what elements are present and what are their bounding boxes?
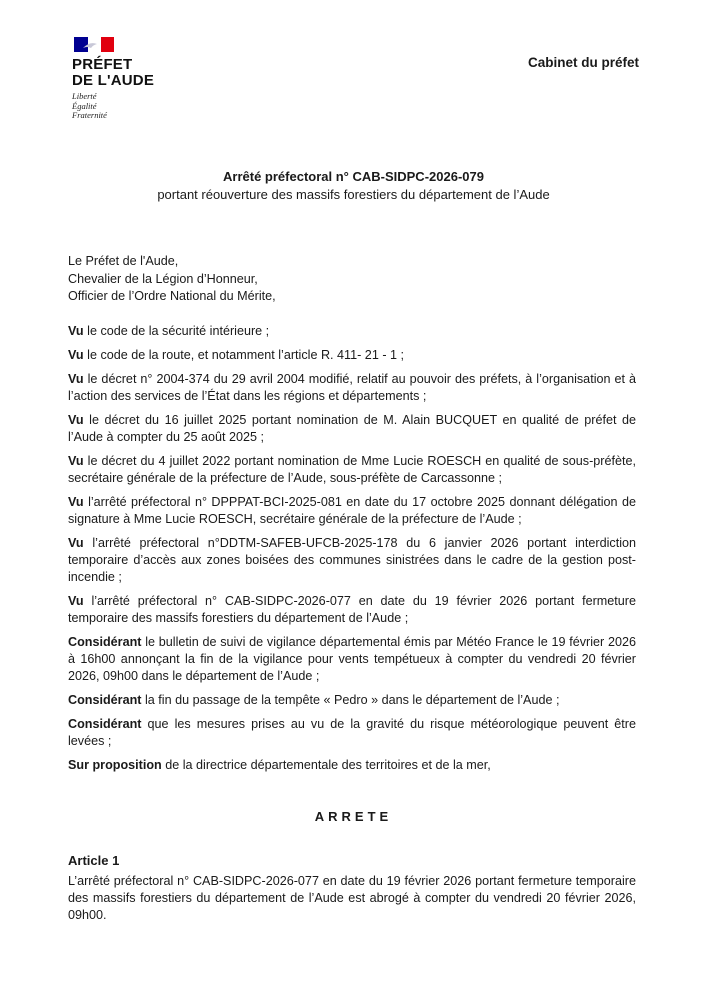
org-name-line2: DE L'AUDE: [72, 72, 155, 89]
decree-subject: portant réouverture des massifs forestiers du département de l’Aude: [157, 187, 550, 202]
recital-text: le code de la sécurité intérieure ;: [83, 323, 270, 338]
recital-lead: Sur proposition: [68, 757, 162, 772]
prefecture-logo: [72, 36, 192, 121]
prefect-intro: [68, 253, 636, 306]
motto-egalite: Égalité: [72, 100, 97, 111]
recital-paragraph: [68, 535, 636, 586]
recital-text: le décret du 4 juillet 2022 portant nomination de Mme Lucie ROESCH en qualité de sous-préfète, secrétaire générale de la préfecture de l’Aude, sous-préfète de Carcassonne ;: [68, 453, 636, 485]
motto-fraternite: Fraternité: [72, 110, 107, 120]
recital-paragraph: [68, 716, 636, 750]
recital-paragraph: [68, 692, 636, 709]
recital-text: la fin du passage de la tempête « Pedro » dans le département de l’Aude ;: [141, 692, 560, 707]
recital-text: l’arrêté préfectoral n° CAB-SIDPC-2026-077 en date du 19 février 2026 portant fermeture temporaire des massifs forestiers du département de l’Aude ;: [68, 593, 636, 625]
recital-paragraph: [68, 347, 636, 364]
recital-paragraph: [68, 757, 636, 774]
recital-lead: Vu: [68, 371, 84, 386]
article-1-title: Article 1: [68, 853, 120, 868]
recital-lead: Vu: [68, 453, 84, 468]
org-name-line1: PRÉFET: [72, 56, 133, 73]
decision-heading: ARRETE: [314, 809, 393, 824]
intro-line: Le Préfet de l'Aude,: [68, 254, 179, 268]
recital-text: que les mesures prises au vu de la gravité du risque météorologique peuvent être levées ;: [68, 716, 636, 748]
recital-lead: Considérant: [68, 716, 142, 731]
office-name: Cabinet du préfet: [527, 55, 639, 70]
recital-lead: Vu: [68, 323, 84, 338]
recital-paragraph: [68, 494, 636, 528]
recital-paragraph: [68, 453, 636, 487]
recital-text: le code de la route, et notamment l’article R. 411- 21 - 1 ;: [83, 347, 405, 362]
recital-text: l’arrêté préfectoral n° DPPPAT-BCI-2025-081 en date du 17 octobre 2025 donnant délégation de signature à Mme Lucie ROESCH, secrétaire générale de la préfecture de l’Aude ;: [68, 494, 636, 526]
recital-lead: Vu: [68, 347, 84, 362]
article-1-text: L’arrêté préfectoral n° CAB-SIDPC-2026-077 en date du 19 février 2026 portant fermeture temporaire des massifs forestiers du département de l’Aude est abrogé à compter du vendredi 20 février 2026, 09h00.: [68, 874, 636, 922]
document-title: [0, 168, 707, 204]
recital-text: le décret n° 2004-374 du 29 avril 2004 modifié, relatif au pouvoir des préfets, à l’organisation et à l’action des services de l’État dans les régions et départements ;: [68, 371, 636, 403]
recital-paragraph: [68, 593, 636, 627]
recital-text: l’arrêté préfectoral n°DDTM-SAFEB-UFCB-2025-178 du 6 janvier 2026 portant interdiction temporaire d’accès aux zones boisées des communes sinistrées dans le cadre de la gestion post-incendie ;: [68, 535, 636, 584]
french-flag-icon: [72, 36, 116, 53]
recital-lead: Considérant: [68, 634, 142, 649]
recital-lead: Vu: [68, 412, 84, 427]
recital-paragraph: [68, 323, 636, 340]
decree-number: Arrêté préfectoral n° CAB-SIDPC-2026-079: [223, 169, 484, 184]
recital-lead: Vu: [68, 494, 84, 509]
recital-text: le bulletin de suivi de vigilance départemental émis par Météo France le 19 février 2026 à 16h00 annonçant la fin de la vigilance pour vents tempétueux à compter du vendredi 20 février 2026, 09h00 dans le département de l’Aude ;: [68, 634, 636, 683]
recital-paragraph: [68, 412, 636, 446]
document-body: [68, 253, 636, 774]
recital-text: le décret du 16 juillet 2025 portant nomination de M. Alain BUCQUET en qualité de préfet de l’Aude à compter du 25 août 2025 ;: [68, 412, 636, 444]
recital-lead: Considérant: [68, 692, 142, 707]
intro-line: Chevalier de la Légion d’Honneur,: [68, 271, 258, 286]
recital-paragraph: [68, 371, 636, 405]
motto-liberte: Liberté: [72, 91, 97, 101]
recital-paragraph: [68, 634, 636, 685]
recital-text: de la directrice départementale des territoires et de la mer,: [161, 757, 491, 772]
recital-lead: Vu: [68, 593, 84, 608]
recital-lead: Vu: [68, 535, 84, 550]
republic-motto: [72, 92, 192, 121]
intro-line: Officier de l’Ordre National du Mérite,: [68, 289, 276, 303]
